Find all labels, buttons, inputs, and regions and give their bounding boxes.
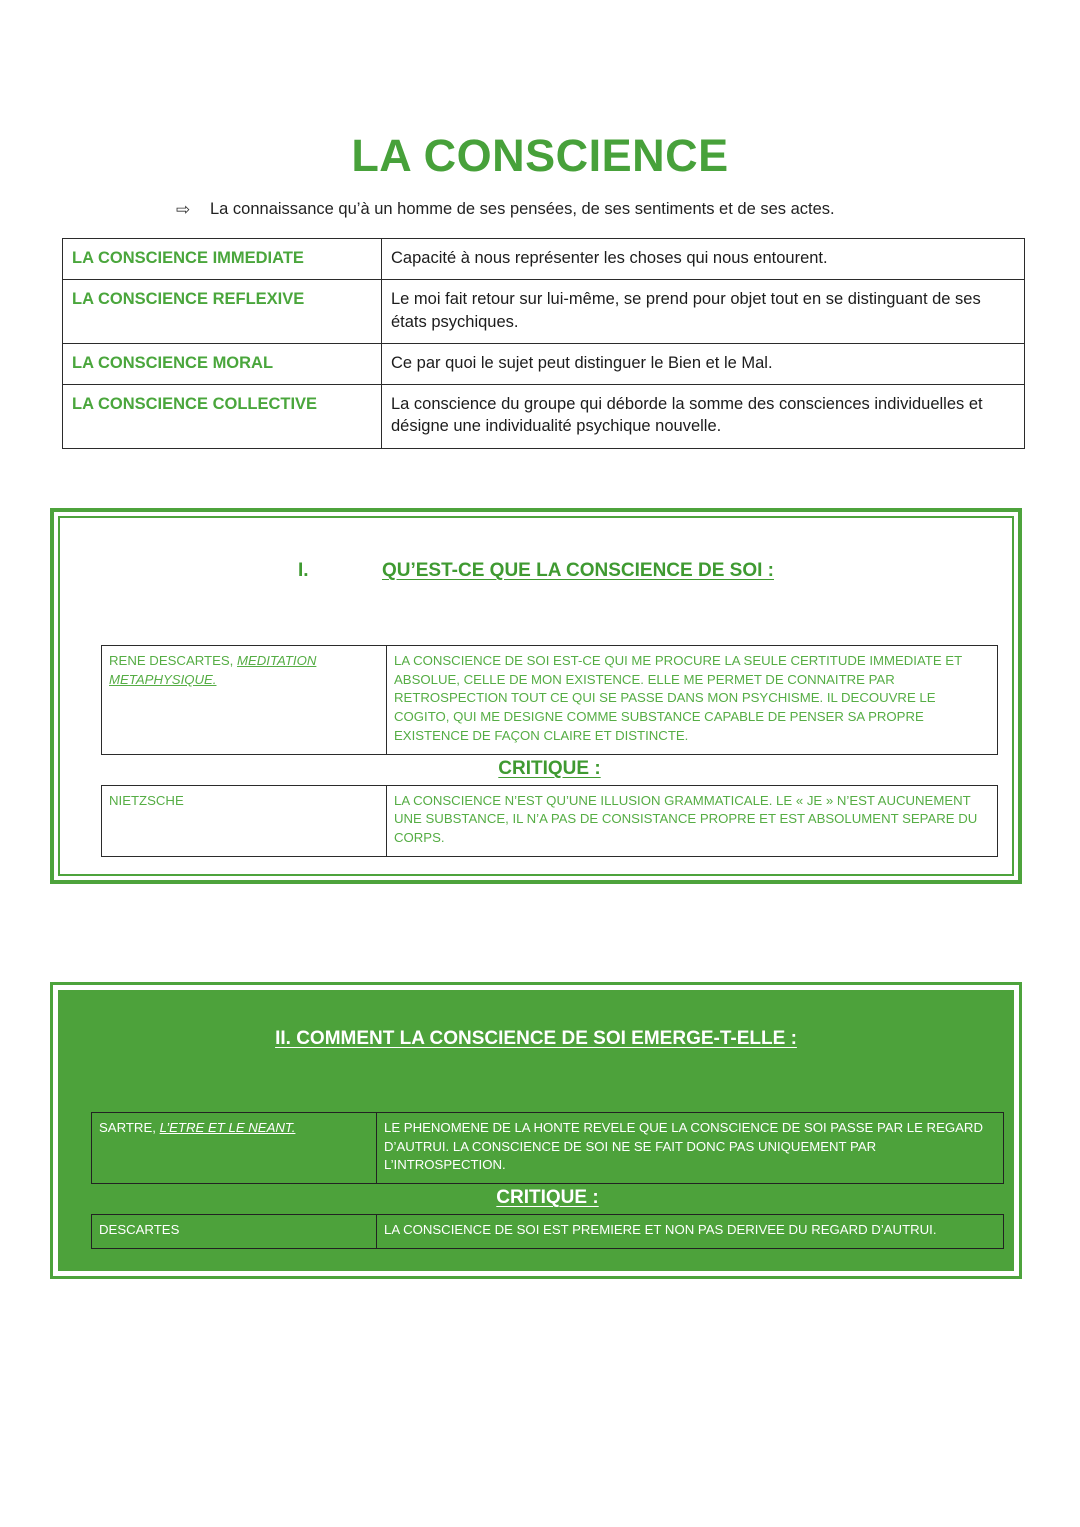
section-two-critique-label: CRITIQUE : [496,1187,599,1209]
section-two-heading-text: II. COMMENT LA CONSCIENCE DE SOI EMERGE-T-ELLE : [275,1028,797,1049]
definitions-table [62,238,1025,449]
reference-author: NIETZSCHE [102,785,387,856]
definition-term: LA CONSCIENCE COLLECTIVE [63,385,382,449]
reference-author: SARTRE, [99,1120,160,1135]
definition-text: La conscience du groupe qui déborde la somme des consciences individuelles et désigne une individualité psychique nouvelle. [382,385,1025,449]
definition-term: LA CONSCIENCE REFLEXIVE [63,280,382,344]
table-row [63,343,1025,384]
reference-author-cell [92,1113,377,1184]
section-one-inner-frame [58,516,1014,876]
table-row [63,239,1025,280]
section-one-heading [60,560,1012,582]
intro-text: La connaissance qu’à un homme de ses pensées, de ses sentiments et de ses actes. [210,200,835,218]
section-two-box [50,982,1022,1279]
section-one-number: I. [297,560,309,581]
table-row [63,385,1025,449]
section-one-critique-label: CRITIQUE : [498,757,601,779]
definition-text: Capacité à nous représenter les choses qui nous entourent. [382,239,1025,280]
right-arrow-outline-icon: ⇨ [176,200,191,219]
section-one-tables [101,645,998,857]
sartre-reference-table [91,1112,1004,1184]
reference-work-title: L’ETRE ET LE NEANT. [159,1120,296,1135]
definition-term: LA CONSCIENCE MORAL [63,343,382,384]
section-one-box [50,508,1022,884]
table-row [102,785,998,856]
section-two-tables [91,1112,1004,1249]
table-row [92,1215,1004,1249]
reference-work-title: MEDITATION METAPHYSIQUE. [109,653,317,687]
reference-content: LE PHENOMENE DE LA HONTE REVELE QUE LA CONSCIENCE DE SOI PASSE PAR LE REGARD D’AUTRUI. LA CONSCIENCE DE SOI NE SE FAIT DONC PAS UNIQUEMENT PAR L’INTROSPECTION. [377,1113,1004,1184]
table-row [63,280,1025,344]
reference-content: LA CONSCIENCE DE SOI EST PREMIERE ET NON PAS DERIVEE DU REGARD D’AUTRUI. [377,1215,1004,1249]
nietzsche-reference-table [101,785,998,857]
reference-author: RENE DESCARTES, [109,653,237,668]
table-row [102,646,998,755]
reference-content: LA CONSCIENCE N’EST QU’UNE ILLUSION GRAMMATICALE. LE « JE » N’EST AUCUNEMENT UNE SUBSTANCE, IL N’A PAS DE CONSISTANCE PROPRE ET EST ABSOLUMENT SEPARE DU CORPS. [387,785,998,856]
reference-author-cell [102,646,387,755]
definition-text: Le moi fait retour sur lui-même, se prend pour objet tout en se distinguant de ses états psychiques. [382,280,1025,344]
section-two-heading [58,1028,1014,1050]
table-row [92,1113,1004,1184]
reference-content: LA CONSCIENCE DE SOI EST-CE QUI ME PROCURE LA SEULE CERTITUDE IMMEDIATE ET ABSOLUE, CELLE DE MON EXISTENCE. ELLE ME PERMET DE CONNAITRE PAR RETROSPECTION TOUT CE QUI SE PASSE DANS MON PSYCHISME. IL DECOUVRE LE COGITO, QUI ME DESIGNE COMME SUBSTANCE CAPABLE DE PENSER SA PROPRE EXISTENCE DE FAÇON CLAIRE ET DISTINCTE. [387,646,998,755]
descartes-critique-table [91,1214,1004,1249]
intro-statement [176,199,1036,220]
section-one-heading-text: QU’EST-CE QUE LA CONSCIENCE DE SOI : [381,560,774,581]
definition-term: LA CONSCIENCE IMMEDIATE [63,239,382,280]
definition-text: Ce par quoi le sujet peut distinguer le Bien et le Mal. [382,343,1025,384]
descartes-reference-table [101,645,998,755]
section-two-inner-frame [57,989,1015,1272]
page-title: LA CONSCIENCE [351,130,729,181]
reference-author: DESCARTES [92,1215,377,1249]
